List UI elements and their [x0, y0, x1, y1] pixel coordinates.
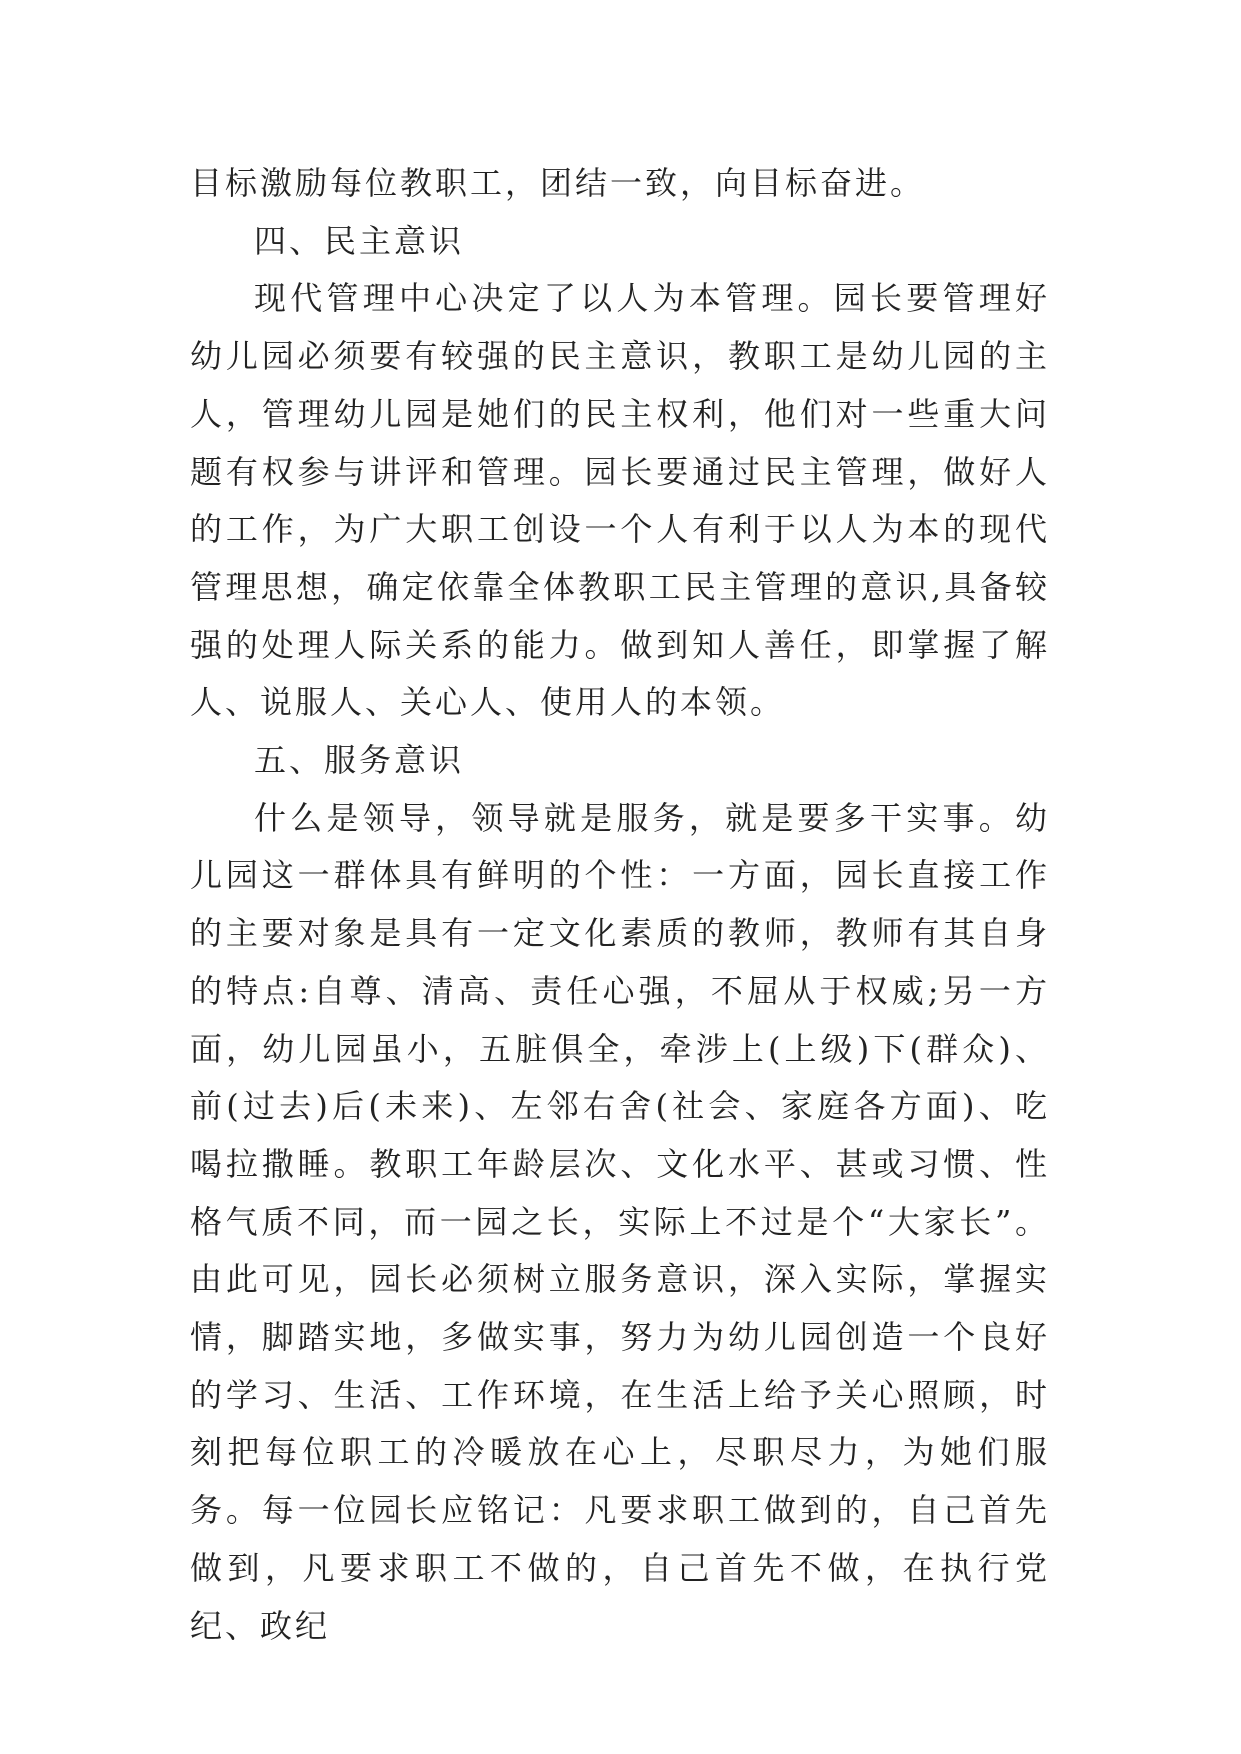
- paragraph-democracy: 现代管理中心决定了以人为本管理。园长要管理好幼儿园必须要有较强的民主意识，教职工是幼儿园的主人，管理幼儿园是她们的民主权利，他们对一些重大问题有权参与讲评和管理。园长要通过民主管理，做好人的工作，为广大职工创设一个人有利于以人为本的现代管理思想，确定依靠全体教职工民主管理的意识,具备较强的处理人际关系的能力。做到知人善任，即掌握了解人、说服人、关心人、使用人的本领。: [190, 279, 1050, 722]
- section-heading-democracy: 四、民主意识: [254, 221, 465, 260]
- paragraph-service: 什么是领导，领导就是服务，就是要多干实事。幼儿园这一群体具有鲜明的个性：一方面，园长直接工作的主要对象是具有一定文化素质的教师，教师有其自身的特点:自尊、清高、责任心强，不屈从于权威;另一方面，幼儿园虽小，五脏俱全，牵涉上(上级)下(群众)、前(过去)后(未来)、左邻右舍(社会、家庭各方面)、吃喝拉撒睡。教职工年龄层次、文化水平、甚或习惯、性格气质不同，而一园之长，实际上不过是个“大家长”。由此可见，园长必须树立服务意识，深入实际，掌握实情，脚踏实地，多做实事，努力为幼儿园创造一个良好的学习、生活、工作环境，在生活上给予关心照顾，时刻把每位职工的冷暖放在心上，尽职尽力，为她们服务。每一位园长应铭记：凡要求职工做到的，自己首先做到，凡要求职工不做的，自己首先不做，在执行党纪、政纪: [190, 798, 1050, 1645]
- paragraph-continuation: 目标激励每位教职工，团结一致，向目标奋进。: [190, 164, 926, 202]
- document-body: [190, 155, 1050, 1655]
- section-heading-service: 五、服务意识: [254, 741, 465, 780]
